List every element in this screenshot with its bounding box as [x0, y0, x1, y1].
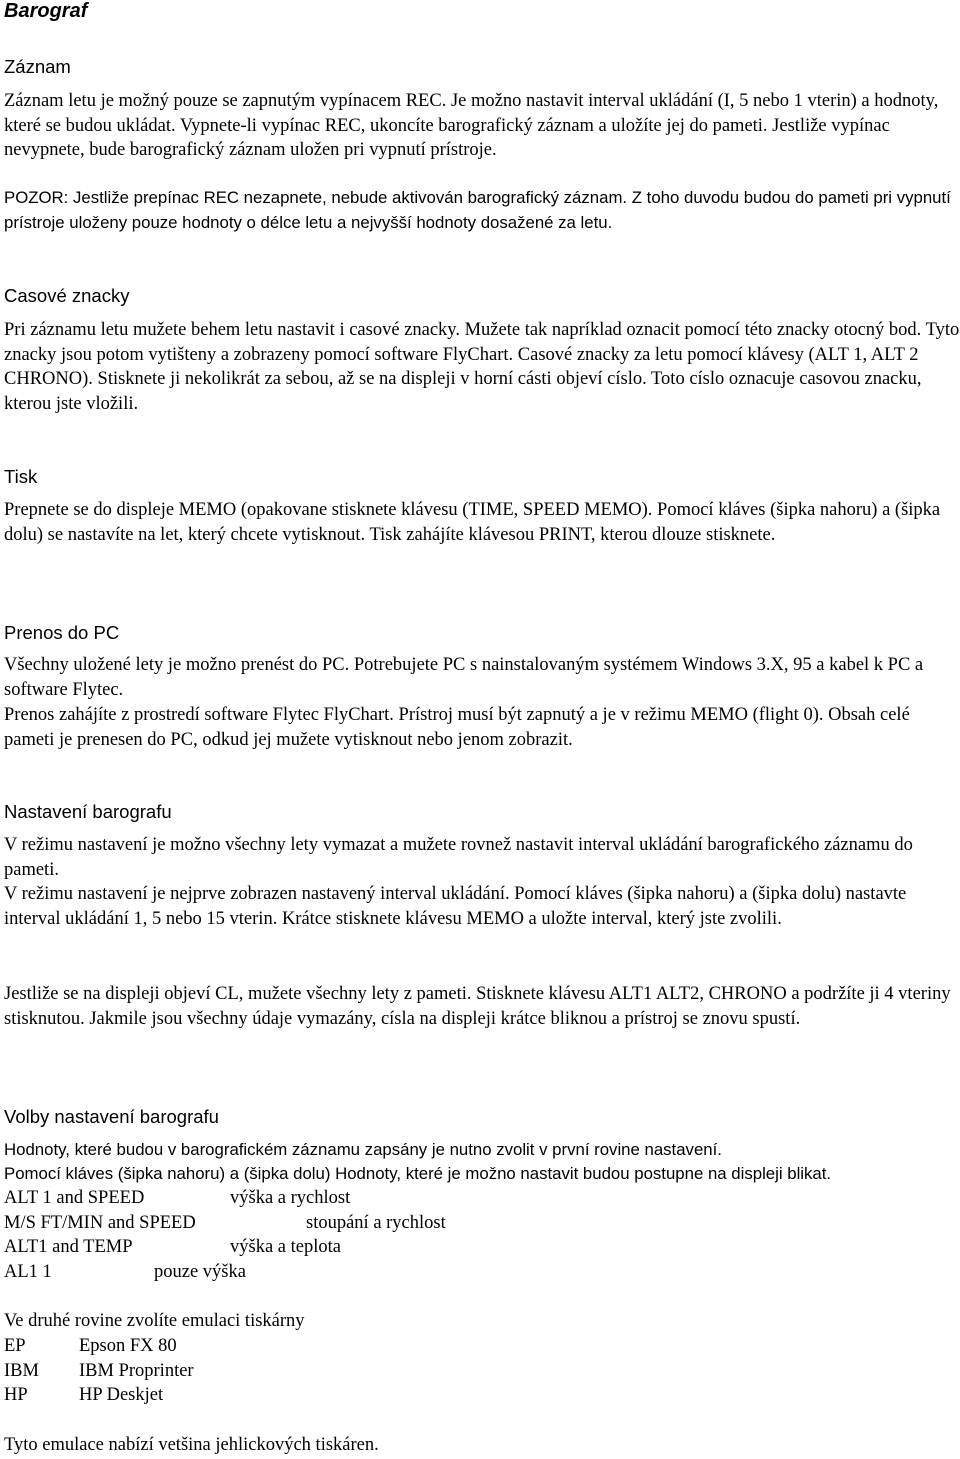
option-key: ALT1 and TEMP	[4, 1237, 133, 1257]
printer-key: HP	[4, 1385, 28, 1405]
printer-value: IBM Proprinter	[79, 1360, 194, 1381]
section-heading-tisk: Tisk	[4, 466, 38, 487]
printer-row	[4, 1359, 960, 1384]
printer-key: IBM	[4, 1360, 39, 1381]
option-value: výška a rychlost	[230, 1188, 351, 1208]
paragraph-nastaveni-3: Jestliže se na displeji objeví CL, mužete všechny lety z pameti. Stisknete klávesu ALT1 ALT2, CHRONO a podržíte ji 4 vteriny stisknutou. Jakmile jsou všechny údaje vymazány, císla na displeji krátce bliknou a prístroj se znovu spustí.	[4, 984, 951, 1029]
paragraph-zaznam-1: Záznam letu je možný pouze se zapnutým vypínacem REC. Je možno nastavit interval ukládání (I, 5 nebo 1 vterin) a hodnoty, které se budou ukládat. Vypnete-li vypínac REC, ukoncíte barografický záznam a uložíte jej do pameti. Jestliže vypínac nevypnete, bude barografický záznam uložen pri vypnutí prístroje.	[4, 91, 939, 160]
option-value: stoupání a rychlost	[306, 1212, 446, 1233]
option-row	[4, 1235, 960, 1260]
paragraph-volby-1: Hodnoty, které budou v barografickém záznamu zapsány je nutno zvolit v první rovine nastavení.	[4, 1140, 722, 1159]
printer-value: HP Deskjet	[79, 1385, 164, 1405]
section-heading-prenos-do-pc: Prenos do PC	[4, 622, 120, 643]
option-value: výška a teplota	[230, 1237, 341, 1257]
option-key: M/S FT/MIN and SPEED	[4, 1212, 196, 1233]
paragraph-zaznam-pozor: POZOR: Jestliže prepínac REC nezapnete, nebude aktivován barografický záznam. Z toho duvodu budou do pameti pri vypnutí prístroje uloženy pouze hodnoty o délce letu a nejvyšší hodnoty dosažené za letu.	[4, 188, 951, 232]
option-key: AL1 1	[4, 1261, 52, 1282]
option-key: ALT 1 and SPEED	[4, 1188, 145, 1208]
printer-value: Epson FX 80	[79, 1336, 177, 1356]
paragraph-nastaveni-1: V režimu nastavení je možno všechny lety vymazat a mužete rovnež nastavit interval ukládání barografického záznamu do pameti.	[4, 835, 913, 880]
paragraph-nastaveni-2: V režimu nastavení je nejprve zobrazen nastavený interval ukládání. Pomocí kláves (šipka nahoru) a (šipka dolu) nastavte interval ukládání 1, 5 nebo 15 vterin. Krátce stisknete klávesu MEMO a uložte interval, který jste zvolili.	[4, 884, 907, 929]
option-row	[4, 1186, 960, 1211]
section-heading-zaznam: Záznam	[4, 56, 71, 77]
printer-row	[4, 1334, 960, 1359]
section-heading-volby-nastaveni: Volby nastavení barografu	[4, 1106, 219, 1127]
value-options-list	[4, 1186, 960, 1284]
section-heading-nastaveni-barografu: Nastavení barografu	[4, 801, 172, 822]
section-heading-casove-znacky: Casové znacky	[4, 285, 130, 306]
paragraph-volby-emulace: Ve druhé rovine zvolíte emulaci tiskárny	[4, 1311, 305, 1331]
option-row	[4, 1211, 960, 1236]
paragraph-volby-2: Pomocí kláves (šipka nahoru) a (šipka dolu) Hodnoty, které je možno nastavit budou postupne na displeji blikat.	[4, 1164, 832, 1183]
paragraph-casove-znacky: Pri záznamu letu mužete behem letu nastavit i casové znacky. Mužete tak napríklad oznacit pomocí této znacky otocný bod. Tyto znacky jsou potom vytišteny a zobrazeny pomocí software FlyChart. Casové znacky za letu pomocí klávesy (ALT 1, ALT 2 CHRONO). Stisknete ji nekolikrát za sebou, až se na displeji v horní cásti objeví císlo. Toto císlo oznacuje casovou znacku, kterou jste vložili.	[4, 320, 960, 414]
printer-row	[4, 1383, 960, 1408]
paragraph-tisk: Prepnete se do displeje MEMO (opakovane stisknete klávesu (TIME, SPEED MEMO). Pomocí kláves (šipka nahoru) a (šipka dolu) se nastavíte na let, který chcete vytisknout. Tisk zahájíte klávesou PRINT, kterou dlouze stisknete.	[4, 500, 941, 545]
option-value: pouze výška	[154, 1261, 246, 1282]
document-title: Barograf	[4, 0, 88, 22]
paragraph-prenos-1: Všechny uložené lety je možno prenést do PC. Potrebujete PC s nainstalovaným systémem Windows 3.X, 95 a kabel k PC a software Flytec.	[4, 655, 924, 700]
paragraph-volby-final: Tyto emulace nabízí vetšina jehlickových tiskáren.	[4, 1435, 379, 1455]
paragraph-prenos-2: Prenos zahájíte z prostredí software Flytec FlyChart. Prístroj musí být zapnutý a je v režimu MEMO (flight 0). Obsah celé pameti je prenesen do PC, odkud jej mužete vytisknout nebo jenom zobrazit.	[4, 705, 910, 750]
printer-key: EP	[4, 1336, 26, 1356]
printer-emulation-list	[4, 1334, 960, 1408]
option-row	[4, 1260, 960, 1285]
